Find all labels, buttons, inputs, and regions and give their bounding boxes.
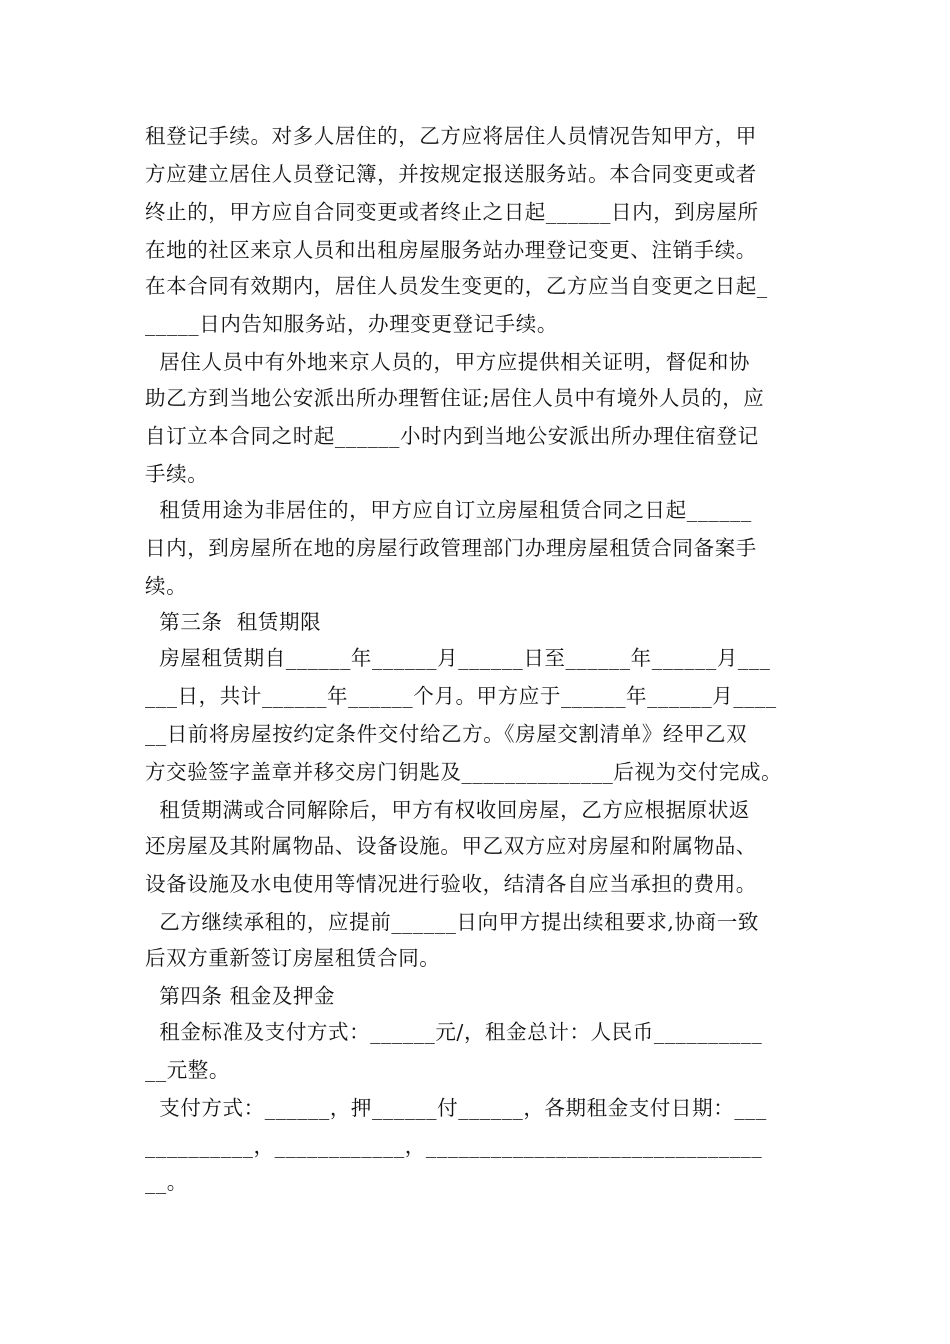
text-line: _____日内告知服务站，办理变更登记手续。 [145, 312, 558, 336]
text-line: 在本合同有效期内，居住人员发生变更的，乙方应当自变更之日起_ [145, 274, 768, 298]
text-line: 助乙方到当地公安派出所办理暂住证;居住人员中有境外人员的，应 [145, 386, 765, 410]
text-line: 租赁用途为非居住的，甲方应自订立房屋租赁合同之日起______ [145, 498, 752, 522]
text-line: __。 [145, 1170, 188, 1194]
text-line: ___日，共计______年______个月。甲方应于______年______月____ [145, 684, 777, 708]
text-line: 设备设施及水电使用等情况进行验收，结清各自应当承担的费用。 [145, 872, 757, 896]
text-line: 日内，到房屋所在地的房屋行政管理部门办理房屋租赁合同备案手 [145, 536, 757, 560]
section-heading: 第四条 租金及押金 [145, 984, 336, 1008]
text-line: 租登记手续。对多人居住的，乙方应将居住人员情况告知甲方，甲 [145, 124, 757, 148]
text-line: 续。 [145, 574, 188, 598]
text-line: __________，____________，_______________________________ [145, 1134, 763, 1158]
text-line: 终止的，甲方应自合同变更或者终止之日起______日内，到房屋所 [145, 200, 759, 224]
text-line: 手续。 [145, 462, 209, 486]
text-line: 租金标准及支付方式：______元/，租金总计：人民币__________ [145, 1020, 763, 1044]
text-line: 在地的社区来京人员和出租房屋服务站办理登记变更、注销手续。 [145, 238, 757, 262]
text-line: 乙方继续承租的，应提前______日向甲方提出续租要求,协商一致 [145, 910, 759, 934]
text-line: 居住人员中有外地来京人员的，甲方应提供相关证明，督促和协 [145, 350, 751, 374]
text-line: __元整。 [145, 1058, 230, 1082]
text-line: 房屋租赁期自______年______月______日至______年______月___ [145, 646, 771, 670]
text-line: 还房屋及其附属物品、设备设施。甲乙双方应对房屋和附属物品、 [145, 834, 757, 858]
text-line: 后双方重新签订房屋租赁合同。 [145, 946, 441, 970]
section-heading: 第三条 租赁期限 [145, 610, 322, 634]
text-line: 方交验签字盖章并移交房门钥匙及______________后视为交付完成。 [145, 760, 783, 784]
text-line: 租赁期满或合同解除后，甲方有权收回房屋，乙方应根据原状返 [145, 798, 751, 822]
text-line: 支付方式：______，押______付______，各期租金支付日期：___ [145, 1096, 767, 1120]
text-line: __日前将房屋按约定条件交付给乙方。《房屋交割清单》经甲乙双 [145, 722, 748, 746]
text-line: 自订立本合同之时起______小时内到当地公安派出所办理住宿登记 [145, 424, 759, 448]
text-line: 方应建立居住人员登记簿，并按规定报送服务站。本合同变更或者 [145, 162, 757, 186]
